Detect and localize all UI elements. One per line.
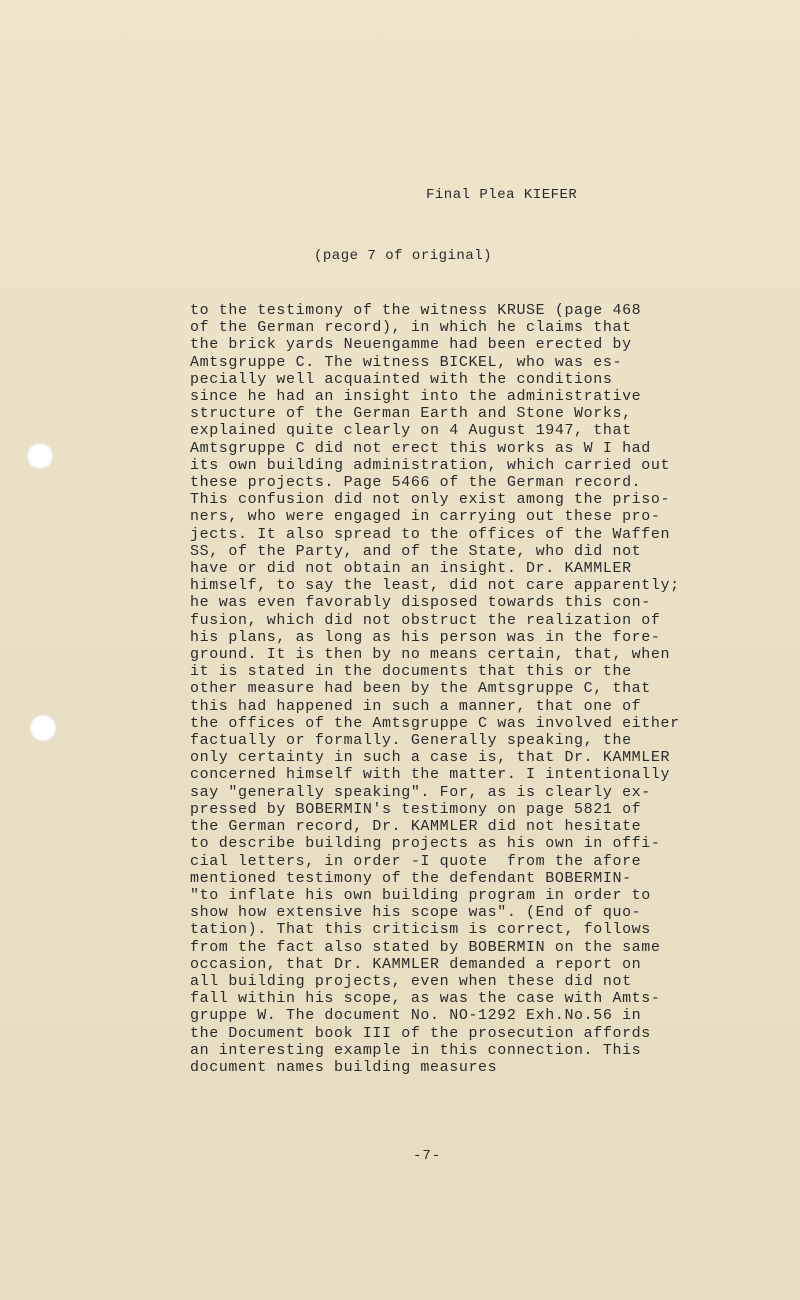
body-line: his plans, as long as his person was in the fore- (190, 628, 661, 646)
body-line: he was even favorably disposed towards this con- (190, 594, 651, 612)
body-line: the offices of the Amtsgruppe C was involved either (190, 714, 680, 732)
body-line: concerned himself with the matter. I intentionally (190, 766, 671, 784)
body-line: since he had an insight into the administrative (190, 388, 642, 406)
body-line: to the testimony of the witness KRUSE (page 468 (190, 302, 642, 319)
body-line: jects. It also spread to the offices of the Waffen (190, 525, 671, 543)
page-number: -7- (413, 1148, 442, 1164)
body-line: "to inflate his own building program in order to (190, 886, 651, 904)
body-line: This confusion did not only exist among the priso- (190, 491, 671, 509)
body-line: fusion, which did not obstruct the realization of (190, 611, 661, 629)
punch-hole-bottom (30, 715, 56, 741)
body-line: document names building measures (190, 1058, 498, 1076)
body-text (190, 302, 730, 1076)
document-header: Final Plea KIEFER (426, 187, 578, 203)
body-line: say "generally speaking". For, as is clearly ex- (190, 783, 651, 801)
body-line: cial letters, in order -I quote from the afore (190, 852, 642, 870)
body-line: gruppe W. The document No. NO-1292 Exh.No.56 in (190, 1007, 642, 1025)
body-line: fall within his scope, as was the case with Amts- (190, 990, 661, 1008)
body-line: himself, to say the least, did not care apparently; (190, 577, 680, 595)
body-line: SS, of the Party, and of the State, who did not (190, 542, 642, 560)
body-line: all building projects, even when these did not (190, 972, 632, 990)
punch-hole-top (27, 443, 53, 469)
body-line: explained quite clearly on 4 August 1947, that (190, 422, 632, 440)
body-line: pressed by BOBERMIN's testimony on page 5821 of (190, 800, 642, 818)
body-line: this had happened in such a manner, that one of (190, 697, 642, 715)
body-line: from the fact also stated by BOBERMIN on the same (190, 938, 661, 956)
body-line: only certainty in such a case is, that Dr. KAMMLER (190, 749, 671, 767)
body-line: of the German record), in which he claims that (190, 319, 632, 337)
body-line: these projects. Page 5466 of the German record. (190, 474, 642, 492)
body-line: tation). That this criticism is correct, follows (190, 921, 651, 939)
body-line: show how extensive his scope was". (End of quo- (190, 904, 642, 922)
body-line: Amtsgruppe C. The witness BICKEL, who was es- (190, 353, 623, 371)
body-line: have or did not obtain an insight. Dr. KAMMLER (190, 560, 632, 578)
body-line: mentioned testimony of the defendant BOBERMIN- (190, 869, 632, 887)
page-reference: (page 7 of original) (314, 248, 493, 264)
body-line: other measure had been by the Amtsgruppe C, that (190, 680, 651, 698)
body-line: an interesting example in this connection. This (190, 1041, 642, 1059)
body-line: the brick yards Neuengamme had been erected by (190, 336, 632, 354)
body-line: occasion, that Dr. KAMMLER demanded a report on (190, 955, 642, 973)
body-line: ners, who were engaged in carrying out these pro- (190, 508, 661, 526)
body-line: to describe building projects as his own in offi- (190, 835, 661, 853)
body-line: it is stated in the documents that this or the (190, 663, 632, 681)
body-line: Amtsgruppe C did not erect this works as W I had (190, 439, 651, 457)
body-line: the German record, Dr. KAMMLER did not hesitate (190, 818, 642, 836)
body-line: the Document book III of the prosecution affords (190, 1024, 651, 1042)
body-line: structure of the German Earth and Stone Works, (190, 405, 632, 423)
body-line: its own building administration, which carried out (190, 456, 671, 474)
body-line: pecially well acquainted with the conditions (190, 370, 613, 388)
body-line: ground. It is then by no means certain, that, when (190, 646, 671, 664)
body-line: factually or formally. Generally speaking, the (190, 732, 632, 750)
